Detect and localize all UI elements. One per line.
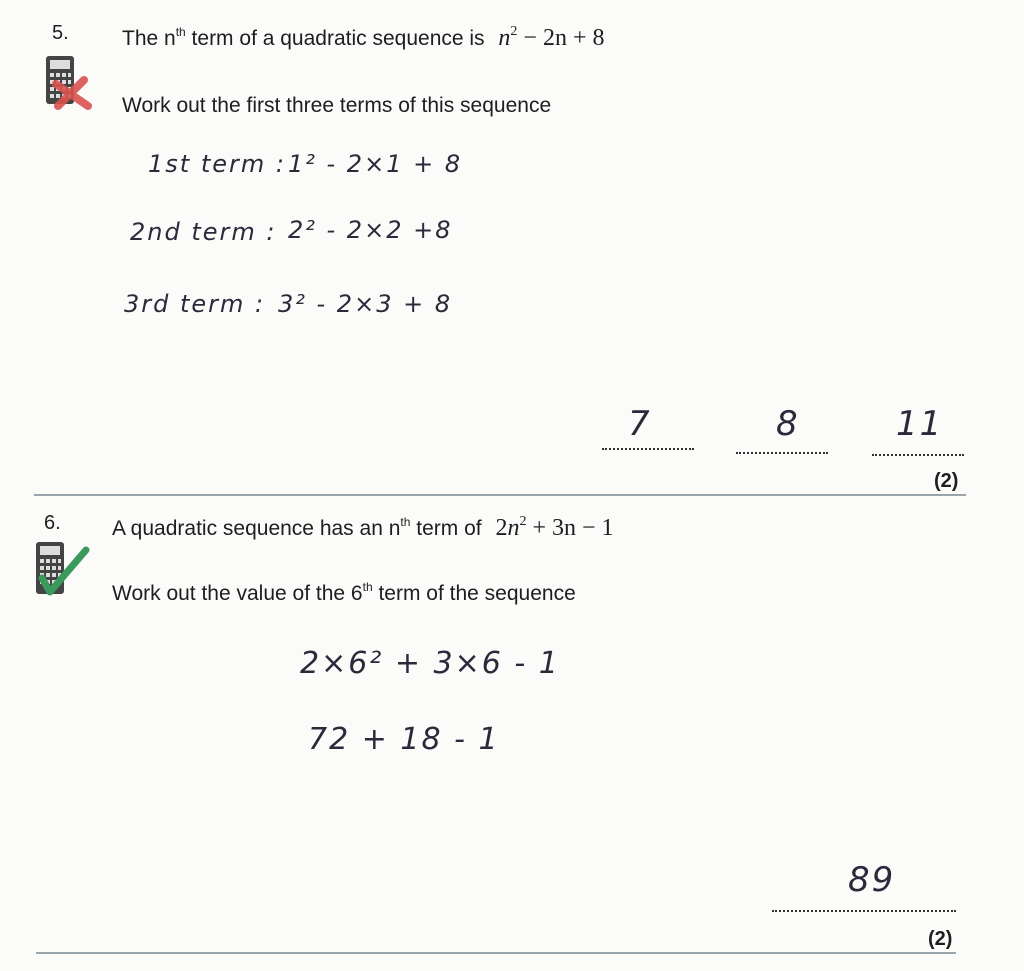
- divider: [34, 494, 966, 496]
- calculator-not-allowed-icon: [44, 54, 96, 110]
- question-stem: A quadratic sequence has an $n^{th}$ term of $2n^2 + 3n - 1$: [112, 514, 614, 541]
- working-label-3: 3rd term :: [124, 290, 266, 318]
- divider: [36, 952, 956, 954]
- question-stem: The $n^{th}$ term of a quadratic sequence is $n^2 - 2n + 8$: [122, 24, 605, 51]
- working-expr-1: 1² - 2×1 + 8: [288, 150, 463, 178]
- working-expr-3: 3² - 2×3 + 8: [278, 290, 453, 318]
- working-label-1: 1st term :: [148, 150, 286, 178]
- formula: $2n^2 + 3n - 1$: [495, 514, 614, 541]
- answer-term-3: 11: [896, 404, 944, 444]
- answer-term-2: 8: [776, 404, 800, 444]
- working-label-2: 2nd term :: [130, 218, 277, 246]
- working-line-2: 72 + 18 - 1: [308, 722, 500, 757]
- answer-line: [772, 910, 956, 912]
- question-number: 5.: [52, 22, 69, 44]
- marks: (2): [928, 928, 953, 950]
- marks: (2): [934, 470, 959, 492]
- working-line-1: 2×6² + 3×6 - 1: [300, 646, 560, 681]
- calculator-allowed-icon: [34, 540, 90, 598]
- answer-line-1: [602, 448, 694, 450]
- answer-line-2: [736, 452, 828, 454]
- instruction: Work out the first three terms of this sequence: [122, 94, 552, 117]
- question-number: 6.: [44, 512, 61, 534]
- working-expr-2: 2² - 2×2 +8: [288, 216, 453, 244]
- answer-line-3: [872, 454, 964, 456]
- instruction: Work out the value of the 6th term of the sequence: [112, 580, 576, 605]
- answer-value: 89: [848, 860, 896, 900]
- formula: $n^2 - 2n + 8$: [498, 24, 605, 51]
- answer-term-1: 7: [628, 404, 652, 444]
